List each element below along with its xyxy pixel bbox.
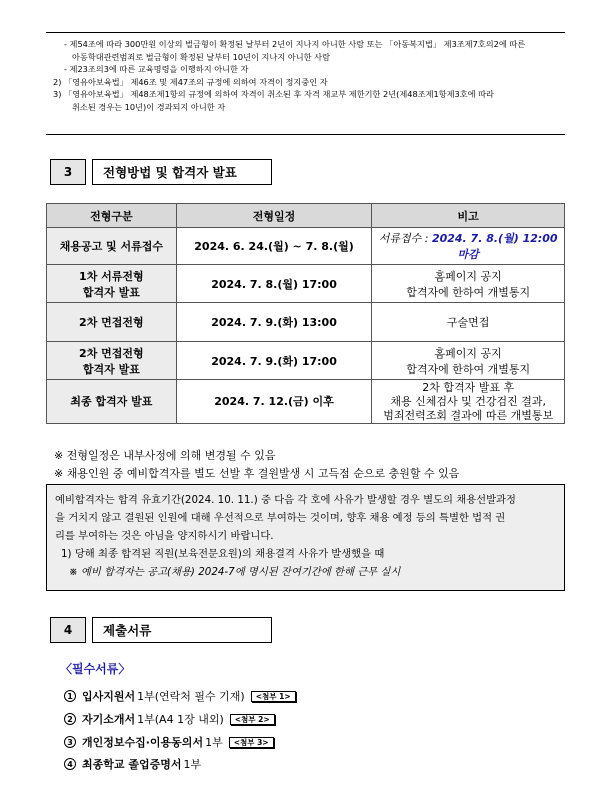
disqualification-line: - 제23조의3에 따른 교육명령을 이행하지 아니한 자: [64, 64, 249, 75]
section-4-header: [50, 617, 272, 643]
stage-cell: 2차 면접전형: [47, 303, 177, 342]
column-header: 전형구분: [47, 204, 177, 228]
disqualification-line: 아동학대관련범죄로 벌금형이 확정된 날부터 10년이 지나지 아니한 사람: [72, 51, 331, 62]
list-item: [64, 756, 201, 772]
date-cell: 2024. 7. 12.(금) 이후: [176, 380, 372, 424]
item-number: 4: [64, 758, 76, 770]
disqualification-line: 취소된 경우는 10년)이 경과되지 아니한 자: [72, 101, 226, 112]
table-row: [47, 265, 565, 303]
stage-cell: 채용공고 및 서류접수: [47, 228, 177, 265]
schedule-table: [46, 203, 565, 424]
doc-name: 최종학교 졸업증명서: [82, 758, 182, 771]
table-row: [47, 342, 565, 380]
stage-cell: 최종 합격자 발표: [47, 380, 177, 424]
date-cell: 2024. 6. 24.(월) ~ 7. 8.(월): [176, 228, 372, 265]
date-cell: 2024. 7. 8.(월) 17:00: [176, 265, 372, 303]
note-cell: 홈페이지 공지 합격자에 한하여 개별통지: [372, 265, 565, 303]
table-header-row: [47, 204, 565, 228]
column-header: 전형일정: [176, 204, 372, 228]
deadline-text: 2024. 7. 8.(월) 12:00 마감: [431, 232, 558, 261]
note-cell: 구술면접: [372, 303, 565, 342]
info-text: ※ 예비 합격자는 공고(채용) 2024-7에 명시된 잔여기간에 한해 근무 실시: [69, 566, 401, 578]
list-item: [64, 734, 274, 750]
attachment-badge: <첨부 1>: [251, 691, 296, 702]
reserve-candidate-box: [46, 484, 565, 591]
date-cell: 2024. 7. 9.(화) 13:00: [176, 303, 372, 342]
section-title: 전형방법 및 합격자 발표: [92, 159, 272, 185]
doc-detail: 1부: [183, 758, 202, 771]
info-text: 예비합격자는 합격 유효기간(2024. 10. 11.) 중 다음 각 호에 사유가 발생할 경우 별도의 채용선발과정: [55, 494, 516, 506]
disqualification-line: - 제54조에 따라 300만원 이상의 벌금형이 확정된 날부터 2년이 지나지 아니한 사람 또는 「아동복지법」 제3조제7호의2에 따른: [64, 39, 526, 49]
info-text: 리를 부여하는 것은 아님을 양지하시기 바랍니다.: [55, 530, 274, 542]
item-number: 1: [64, 690, 76, 702]
schedule-note: ※ 채용인원 중 예비합격자를 별도 선발 후 결원발생 시 고득점 순으로 충원할 수 있음: [54, 467, 460, 480]
attachment-badge: <첨부 3>: [229, 737, 274, 748]
attachment-badge: <첨부 2>: [230, 714, 275, 725]
info-text: 을 거치지 않고 결원된 인원에 대해 우선적으로 부여하는 것이며, 향후 채용 예정 등의 특별한 법적 권: [55, 512, 506, 524]
stage-cell: 2차 면접전형 합격자 발표: [47, 342, 177, 380]
list-item: [64, 688, 296, 704]
section-3-header: [50, 159, 272, 185]
note-cell: 홈페이지 공지 합격자에 한하여 개별통지: [372, 342, 565, 380]
schedule-note: ※ 전형일정은 내부사정에 의해 변경될 수 있음: [54, 449, 276, 462]
doc-detail: 1부: [205, 736, 223, 749]
date-cell: 2024. 7. 9.(화) 17:00: [176, 342, 372, 380]
list-item: [64, 711, 275, 727]
table-row: [47, 228, 565, 265]
doc-detail: 1부(연락처 필수 기재): [137, 690, 245, 703]
section-title: 제출서류: [92, 617, 272, 643]
doc-name: 개인정보수집·이용동의서: [82, 736, 204, 749]
item-number: 2: [64, 713, 76, 725]
table-row: [47, 380, 565, 424]
info-text: 1) 당해 최종 합격된 직원(보육전문요원)의 채용결격 사유가 발생했을 때: [61, 548, 385, 560]
item-number: 3: [64, 736, 76, 748]
stage-cell: 1차 서류전형 합격자 발표: [47, 265, 177, 303]
section-number: 4: [50, 617, 86, 643]
note-cell: 서류접수 : 2024. 7. 8.(월) 12:00 마감: [372, 228, 565, 265]
doc-name: 자기소개서: [82, 713, 136, 726]
column-header: 비고: [372, 204, 565, 228]
disqualification-line: 2) 「영유아보육법」 제46조 및 제47조의 규정에 의하여 자격이 정지중인 자: [53, 76, 328, 87]
doc-name: 입사지원서: [82, 690, 136, 703]
disqualification-block: [46, 32, 565, 135]
note-cell: 2차 합격자 발표 후 채용 신체검사 및 건강검진 결과, 범죄전력조회 결과에 따른 개별통보: [372, 380, 565, 424]
doc-detail: 1부(A4 1장 내외): [137, 713, 224, 726]
table-row: [47, 303, 565, 342]
section-number: 3: [50, 159, 86, 185]
required-docs-title: 〈필수서류〉: [60, 662, 131, 676]
disqualification-line: 3) 「영유아보육법」 제48조제1항의 규정에 의하여 자격이 취소된 후 자격 재교부 제한기한 2년(제48조제1항제3호에 따라: [53, 89, 494, 100]
